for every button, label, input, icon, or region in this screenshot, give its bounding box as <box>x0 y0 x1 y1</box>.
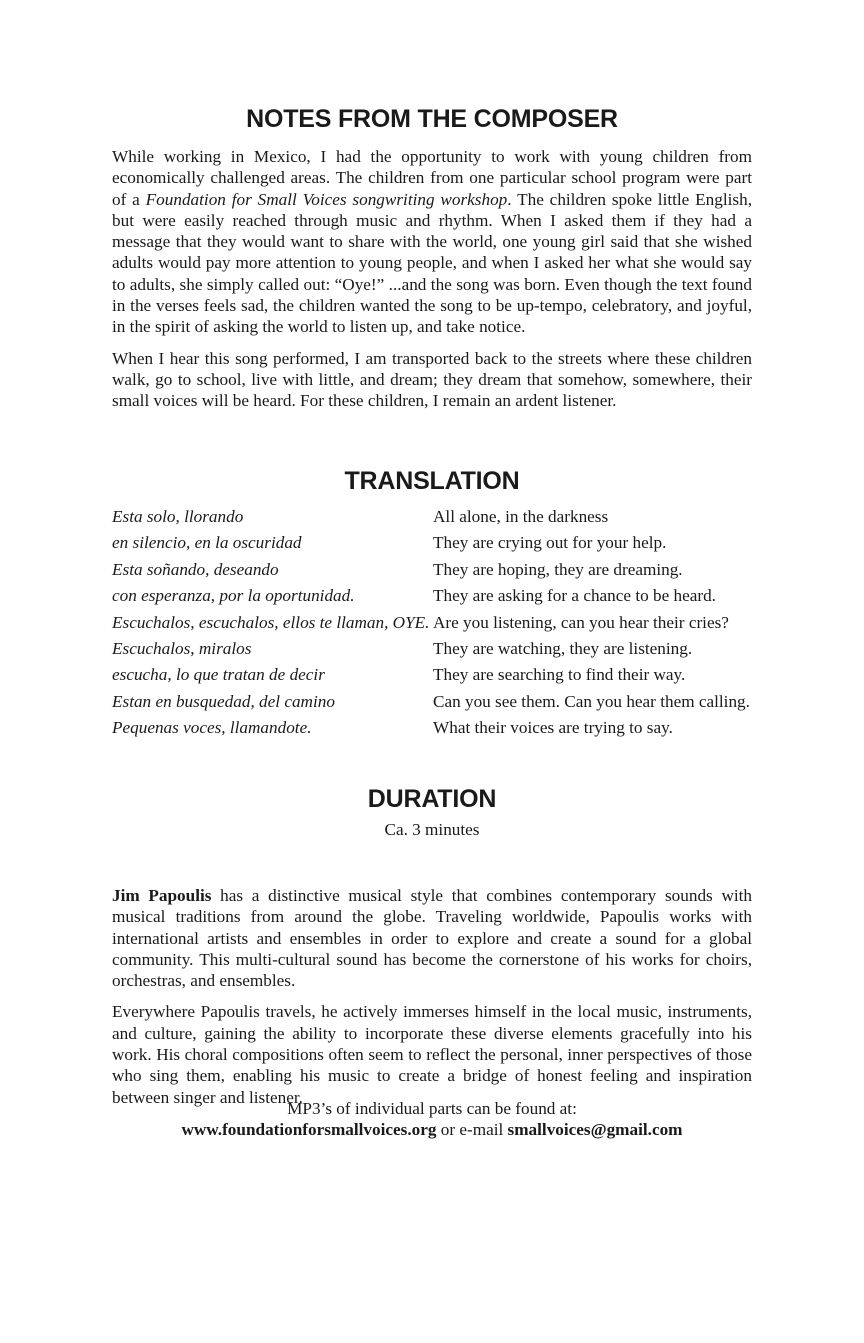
translation-row <box>112 636 752 662</box>
notes-paragraph-1 <box>112 146 752 338</box>
translation-row <box>112 504 752 530</box>
notes-p1-text-a: While working in Mexico, I had the opportunity to work with young children from economically challenged areas. The children from one particular school program were part of a <box>112 147 752 209</box>
english-line: They are hoping, they are dreaming. <box>433 559 683 579</box>
english-line: What their voices are trying to say. <box>433 718 673 738</box>
contact-connector: or e-mail <box>436 1120 508 1140</box>
spanish-line: Pequenas voces, llamandote. <box>112 718 312 738</box>
translation-row <box>112 557 752 583</box>
contact-info <box>112 1098 752 1141</box>
contact-line-2 <box>112 1119 752 1140</box>
english-line: They are crying out for your help. <box>433 533 667 553</box>
spanish-line: Esta solo, llorando <box>112 507 244 526</box>
contact-line-1: MP3’s of individual parts can be found at: <box>287 1099 577 1118</box>
spanish-line: en silencio, en la oscuridad <box>112 533 302 553</box>
spanish-line: Esta soñando, deseando <box>112 559 279 579</box>
bio-p1-text: has a distinctive musical style that combines contemporary sounds with musical traditions from around the globe. Traveling worldwide, Papoulis works with international artists and ensembles in order to explore and create a sound for a global community. This multi-cultural sound has become the cornerstone of his works for choirs, orchestras, and ensembles. <box>112 886 753 991</box>
translation-row <box>112 715 752 741</box>
notes-body <box>112 146 752 422</box>
spanish-line: escucha, lo que tratan de decir <box>112 665 325 685</box>
bio-paragraph-1 <box>112 885 752 991</box>
english-line: All alone, in the darkness <box>433 507 609 526</box>
spanish-line: Estan en busquedad, del camino <box>112 691 335 711</box>
workshop-name: Foundation for Small Voices songwriting workshop <box>145 189 508 209</box>
composer-name: Jim Papoulis <box>112 886 212 905</box>
composer-bio <box>112 885 752 1118</box>
english-line: They are searching to find their way. <box>433 665 686 685</box>
translation-row <box>112 662 752 688</box>
translation-row <box>112 530 752 556</box>
bio-paragraph-2: Everywhere Papoulis travels, he actively immerses himself in the local music, instruments, and culture, gaining the ability to incorporate these diverse elements gracefully into his work. His choral compositions often seem to reflect the personal, inner perspectives of those who sing them, enabling his music to create a bridge of honest feeling and inspiration between singer and listener. <box>112 1002 752 1107</box>
english-line: They are watching, they are listening. <box>433 638 693 658</box>
english-line: Are you listening, can you hear their cries? <box>433 612 729 632</box>
translation-heading: TRANSLATION <box>344 467 520 495</box>
translation-table <box>112 504 752 742</box>
translation-row <box>112 610 752 636</box>
duration-value: Ca. 3 minutes <box>384 820 480 839</box>
notes-p1-text-b: . The children spoke little English, but were easily reached through music and rhythm. When I asked them if they had a message that they would want to share with the world, one young girl said that she wished adults would pay more attention to young people, and when I asked her what she would say to adults, she simply called out: “Oye!” ...and the song was born. Even though the text found in the verses feels sad, the children wanted the song to be up-tempo, celebratory, and joyful, in the spirit of asking the world to listen up, and take notice. <box>112 189 752 337</box>
english-line: They are asking for a chance to be heard. <box>433 586 716 606</box>
website-link[interactable]: www.foundationforsmallvoices.org <box>181 1120 437 1140</box>
translation-row <box>112 583 752 609</box>
spanish-line: con esperanza, por la oportunidad. <box>112 586 355 606</box>
notes-paragraph-2: When I hear this song performed, I am transported back to the streets where these children walk, go to school, live with little, and dream; they dream that somehow, somewhere, their small voices will be heard. For these children, I remain an ardent listener. <box>112 348 752 411</box>
notes-heading: NOTES FROM THE COMPOSER <box>246 105 618 133</box>
english-line: Can you see them. Can you hear them calling. <box>433 691 750 711</box>
duration-heading: DURATION <box>367 785 497 813</box>
spanish-line: Escuchalos, escuchalos, ellos te llaman, OYE. <box>112 612 430 632</box>
spanish-line: Escuchalos, miralos <box>112 638 252 658</box>
email-link[interactable]: smallvoices@gmail.com <box>507 1120 683 1140</box>
translation-row <box>112 689 752 715</box>
